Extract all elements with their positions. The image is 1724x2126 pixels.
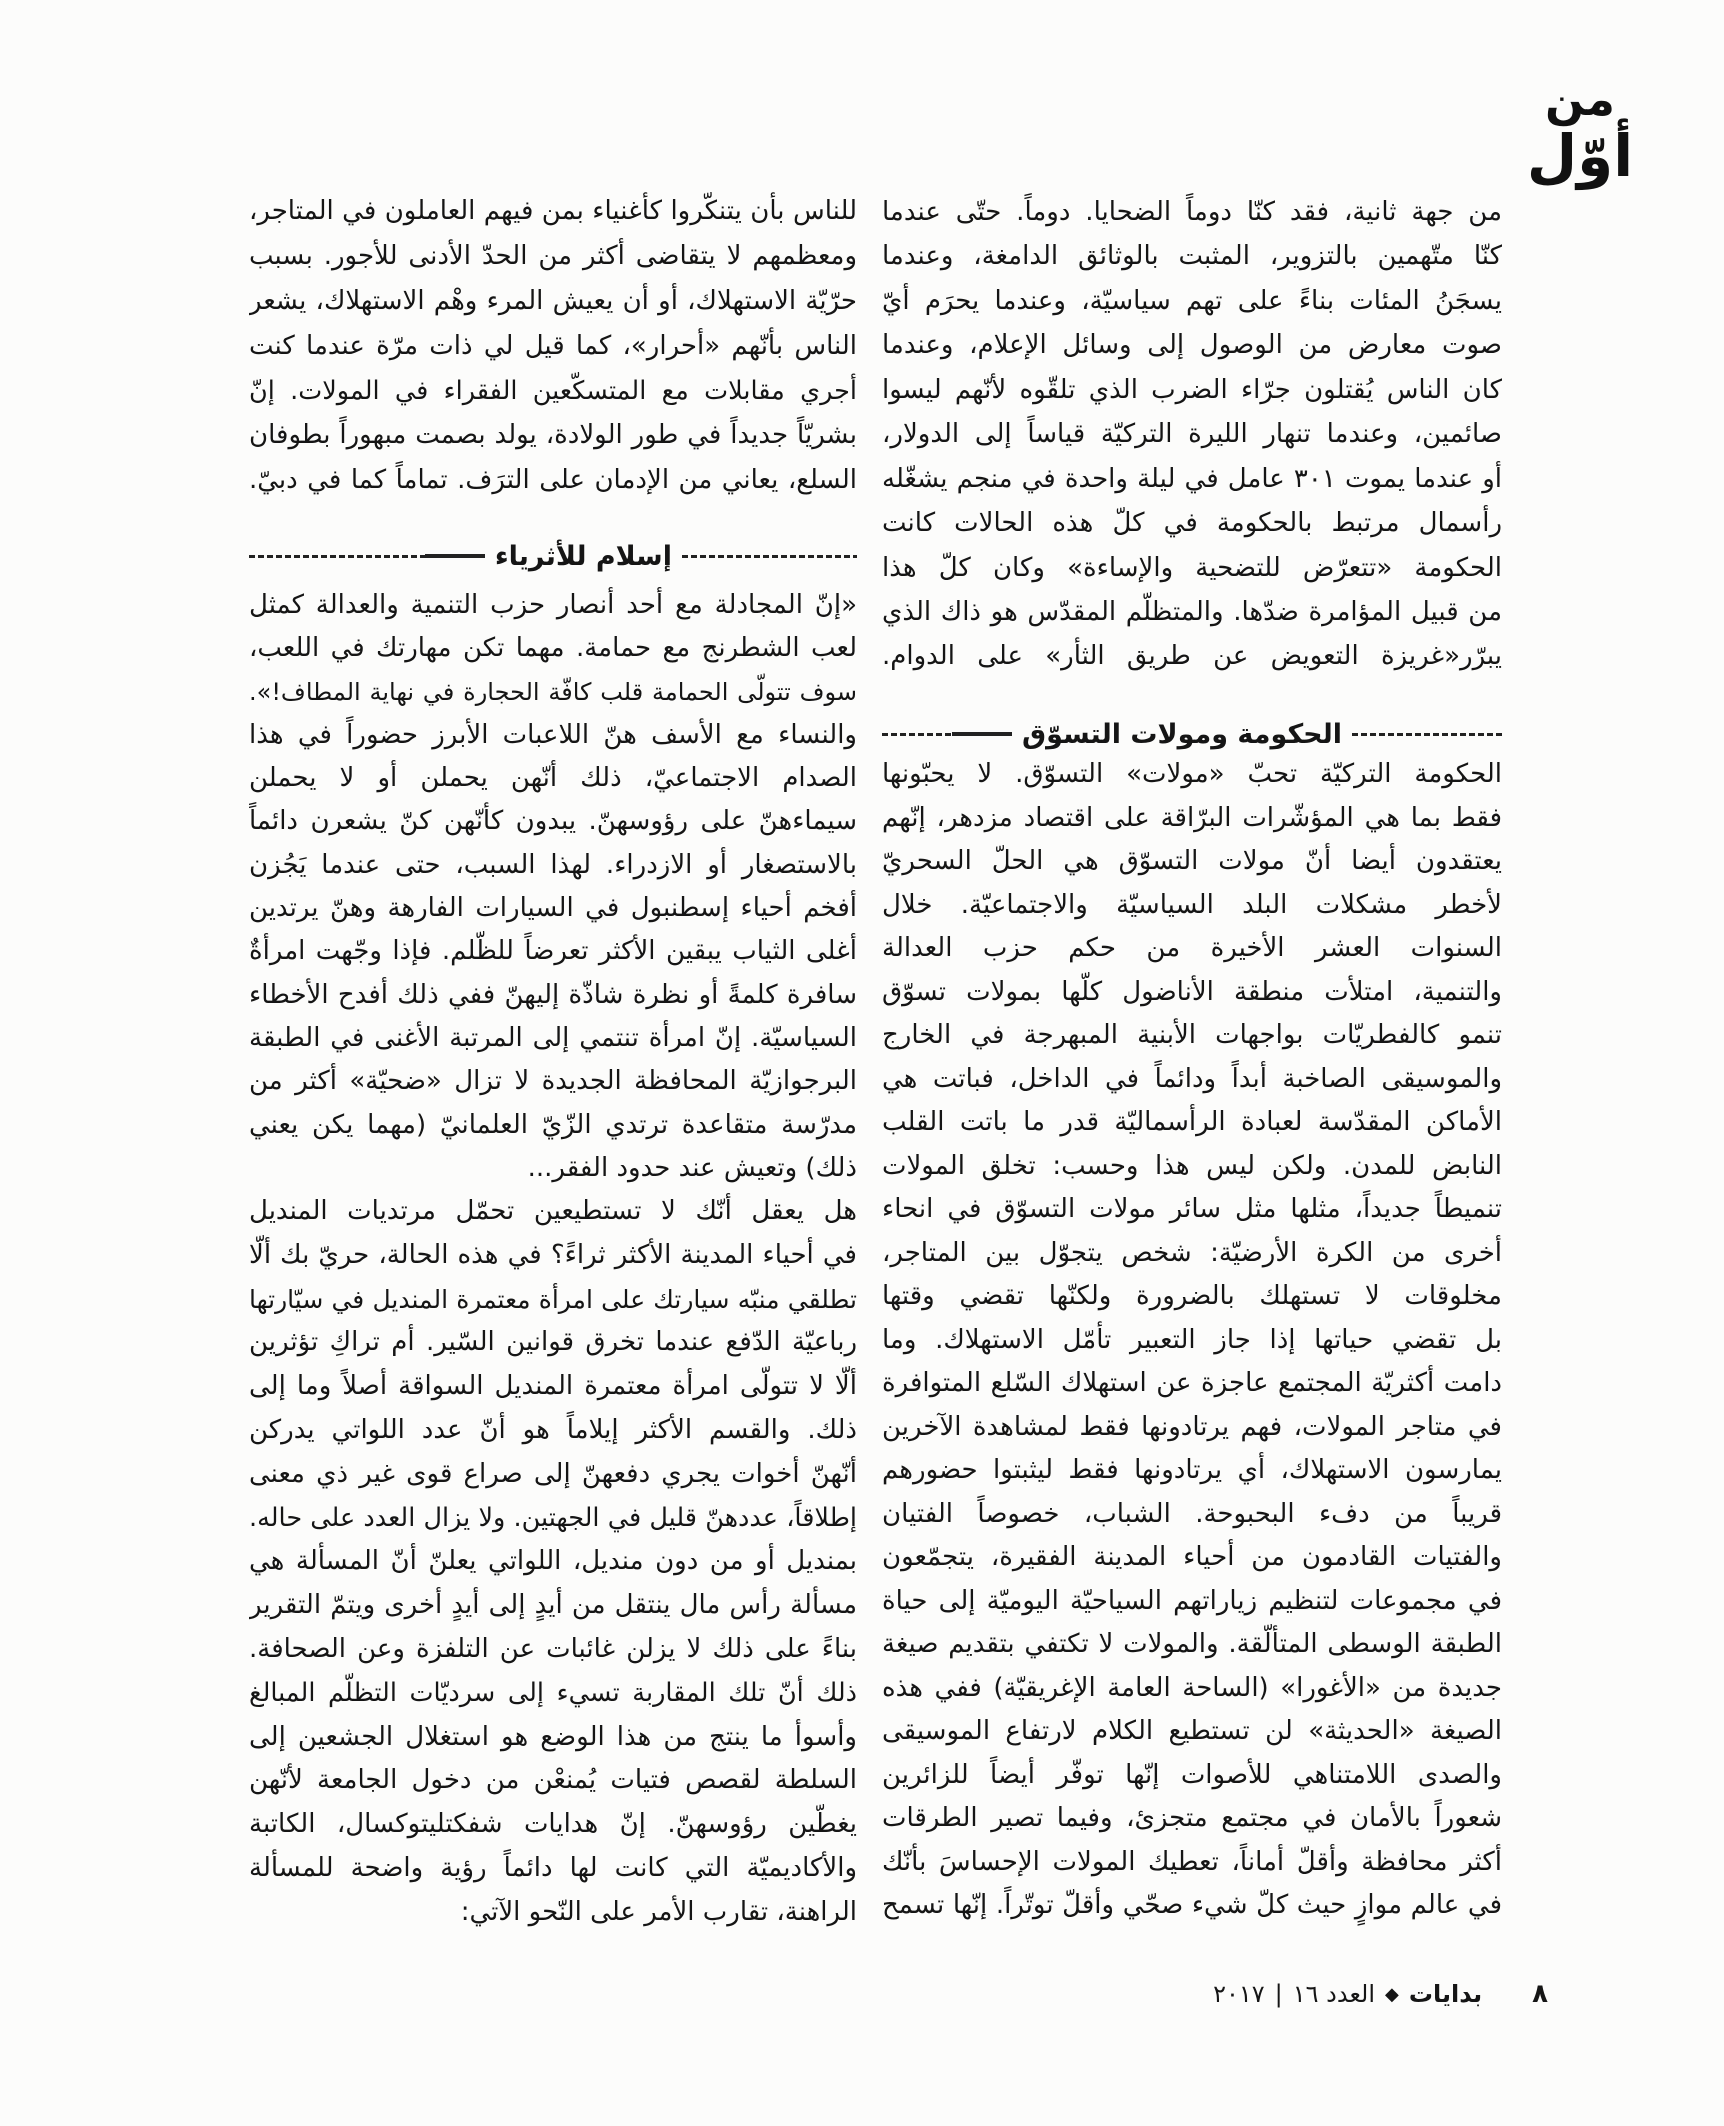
page-footer [1213, 1974, 1548, 2014]
left-column-paragraph-1 [249, 584, 857, 1190]
text-line: «إنّ المجادلة مع أحد أنصار حزب التنمية والعدالة كمثل [249, 590, 857, 620]
text-line: والأكاديميّة التي كانت لها دائماً رؤية واضحة للمسألة [249, 1852, 857, 1883]
text-line: النابض للمدن. ولكن ليس هذا وحسب: تخلق المولات [882, 1150, 1502, 1181]
text-line: أخرى من الكرة الأرضيّة: شخص يتجوّل بين المتاجر، [882, 1237, 1502, 1268]
text-line: صوت معارض من الوصول إلى وسائل الإعلام، وعندما [882, 330, 1502, 361]
text-line: بالاستصغار أو الازدراء. لهذا السبب، حتى عندما يَجُزن [249, 849, 857, 880]
section-heading-text: الحكومة ومولات التسوّق [1022, 718, 1342, 750]
text-line: في أحياء المدينة الأكثر ثراءً؟ في هذه الحالة، حريّ بك ألّا [249, 1239, 857, 1270]
text-line: السياسيّة. إنّ امرأة تنتمي إلى المرتبة الأغنى في الطبقة [249, 1022, 857, 1053]
text-line: مدرّسة متقاعدة ترتدي الزّيّ العلمانيّ (مهما يكن يعني [249, 1109, 857, 1140]
text-line: والنساء مع الأسف هنّ اللاعبات الأبرز حضوراً في هذا [249, 719, 857, 750]
footer-divider: | [1274, 1980, 1283, 2008]
text-line: سافرة كلمةً أو نظرة شاذّة إليهنّ ففي ذلك أفدح الأخطاء [249, 979, 857, 1010]
text-line: إطلاقاً، عددهنّ قليل في الجهتين. ولا يزال العدد على حاله. [249, 1502, 857, 1533]
text-line: وأسوأ ما ينتج من هذا الوضع هو استغلال الجشعين إلى [249, 1721, 857, 1752]
text-line: ألّا لا تتولّى امرأة معتمرة المنديل السواقة أصلاً وما إلى [249, 1371, 857, 1402]
right-column-intro [882, 190, 1502, 679]
text-line: أكثر محافظة وأقلّ أماناً، تعطيك المولات الإحساسَ بأنّك [882, 1846, 1502, 1877]
text-line: لأخطر مشكلات البلد السياسيّة والاجتماعيّة. خلال [882, 889, 1502, 920]
text-line: والتنمية، امتلأت منطقة الأناضول كلّها بمولات تسوّق [882, 976, 1502, 1007]
text-line: فقط بما هي المؤشّرات البرّاقة على اقتصاد مزدهر، إنّهم [882, 802, 1502, 833]
text-line: يغطّين رؤوسهنّ. إنّ هدايات شفكتليتوكسال، الكاتبة [249, 1809, 857, 1840]
text-line: السلطة لقصص فتيات يُمنعْن من دخول الجامعة لأنّهن [249, 1765, 857, 1796]
text-line: كنّا متّهمين بالتزوير، المثبت بالوثائق الدامغة، وعندما [882, 241, 1502, 272]
issue-year: ٢٠١٧ [1213, 1980, 1265, 2008]
text-line: والفتيات القادمون من أحياء المدينة الفقيرة، يتجمّعون [882, 1542, 1502, 1572]
diamond-separator-icon: ◆ [1385, 1983, 1399, 2005]
text-line: ذلك) وتعيش عند حدود الفقر... [527, 1152, 857, 1183]
logo-line-1: من [1545, 72, 1615, 126]
text-line: ومعظمهم لا يتقاضى أكثر من الحدّ الأدنى للأجور. بسبب [249, 240, 857, 271]
issue-number: العدد ١٦ [1292, 1980, 1376, 2008]
text-line: تطلقي منبّه سيارتك على امرأة معتمرة المنديل في سيّارتها [249, 1284, 857, 1314]
heading-rule-bar [425, 554, 485, 558]
text-line: الحكومة «تتعرّض للتضحية والإساءة» وكان كلّ هذا [882, 552, 1502, 583]
text-line: أنّهنّ أخوات يجري دفعهنّ إلى صراع قوى غير ذي معنى [249, 1458, 857, 1489]
text-line: البرجوازيّة المحافظة الجديدة لا تزال «ضحيّة» أكثر من [249, 1066, 857, 1097]
left-column-paragraph-2 [249, 1190, 857, 1935]
page-number: ٨ [1532, 1979, 1548, 2009]
text-line: والصدى اللامتناهي للأصوات إنّها توفّر أيضاً للزائرين [882, 1759, 1502, 1790]
heading-rule-right [682, 555, 857, 558]
text-line: كان الناس يُقتلون جرّاء الضرب الذي تلقّوه لأنّهم ليسوا [882, 374, 1502, 405]
text-line: في متاجر المولات، فهم يرتادونها فقط لمشاهدة الآخرين [882, 1411, 1502, 1442]
text-line: أفخم أحياء إسطنبول في السيارات الفارهة وهنّ يرتدين [249, 893, 857, 924]
text-line: سوف تتولّى الحمامة قلب كافّة الحجارة في نهاية المطاف!». [249, 677, 857, 706]
text-line: قريباً من دفء البحبوحة. الشباب، خصوصاً الفتيان [882, 1498, 1502, 1529]
text-line: والموسيقى الصاخبة أبداً ودائماً في الداخل، فباتت هي [882, 1063, 1502, 1094]
text-line: الصيغة «الحديثة» لن تستطيع الكلام لارتفاع الموسيقى [882, 1716, 1502, 1746]
text-line: من قبيل المؤامرة ضدّها. والمتظلّم المقدّس هو ذاك الذي [882, 596, 1502, 627]
text-line: الحكومة التركيّة تحبّ «مولات» التسوّق. لا يحبّونها [882, 759, 1502, 789]
text-line: حرّيّة الاستهلاك، أو أن يعيش المرء وهْم الاستهلاك، يشعر [249, 285, 857, 316]
text-line: رأسمال مرتبط بالحكومة في كلّ هذه الحالات كانت [882, 508, 1502, 539]
text-line: جديدة من «الأغورا» (الساحة العامة الإغريقيّة) ففي هذه [882, 1672, 1502, 1703]
text-line: بناءً على ذلك لا يزلن غائبات عن التلفزة وعن الصحافة. [249, 1633, 857, 1664]
text-line: مخلوقات لا تستهلك بالضرورة ولكنّها تقضي وقتها [882, 1281, 1502, 1311]
heading-rule-bar [952, 732, 1012, 736]
text-line: السنوات العشر الأخيرة من حكم حزب العدالة [882, 933, 1502, 963]
text-line: صائمين، وعندما تنهار الليرة التركيّة قياساً إلى الدولار، [882, 419, 1502, 450]
text-line: دامت أكثريّة المجتمع عاجزة عن استهلاك السّلع المتوافرة [882, 1368, 1502, 1398]
text-line: يسجَنُ المئات بناءً على تهم سياسيّة، وعندما يحرَم أيّ [882, 285, 1502, 316]
section-heading-malls [882, 712, 1502, 756]
heading-rule-left [249, 555, 425, 558]
text-line: السلع، يعاني من الإدمان على الترَف. تماماً كما في دبيّ. [249, 465, 857, 496]
text-line: أغلى الثياب يبقين الأكثر تعرضاً للظّلم. فإذا وجّهت امرأةٌ [249, 936, 857, 967]
text-line: هل يعقل أنّك لا تستطيعين تحمّل مرتديات المنديل [249, 1196, 857, 1226]
text-line: الناس بأنّهم «أحرار»، كما قيل لي ذات مرّة عندما كنت [249, 330, 857, 361]
text-line: ذلك. والقسم الأكثر إيلاماً هو أنّ عدد اللواتي يدركن [249, 1414, 857, 1445]
text-line: لعب الشطرنج مع حمامة. مهما تكن مهارتك في اللعب، [249, 633, 857, 664]
text-line: يمارسون الاستهلاك، أي يرتادونها فقط ليثبتوا حضورهم [882, 1455, 1502, 1485]
text-line: سيماءهنّ على رؤوسهنّ. يبدون كأنّهن كنّ يشعرن دائماً [249, 806, 857, 837]
text-line: أجري مقابلات مع المتسكّعين الفقراء في المولات. إنّ [249, 375, 857, 406]
text-line: ذلك أنّ تلك المقاربة تسيء إلى سرديّات التظلّم المبالغ [249, 1677, 857, 1708]
text-line: شعوراً بالأمان في مجتمع متجزئ، وفيما تصير الطرقات [882, 1803, 1502, 1833]
section-logo [1518, 74, 1642, 194]
text-line: بشريّاً جديداً في طور الولادة، يولد بصمت مبهوراً بطوفان [249, 420, 857, 451]
text-line: تنمو كالفطريّات بواجهات الأبنية المبهرجة في الخارج [882, 1020, 1502, 1050]
text-line: يعتقدون أيضا أنّ مولات التسوّق هي الحلّ السحريّ [882, 846, 1502, 876]
logo-line-2: أوّل [1526, 122, 1634, 190]
text-line: بمنديل أو من دون منديل، اللواتي يعلنّ أنّ المسألة هي [249, 1546, 857, 1577]
heading-rule-left [882, 733, 952, 736]
text-line: بل تقضي حياتها إذا جاز التعبير تأمّل الاستهلاك. وما [882, 1324, 1502, 1355]
text-line: الأماكن المقدّسة لعبادة الرأسماليّة قدر ما باتت القلب [882, 1107, 1502, 1137]
text-line: في عالم موازٍ حيث كلّ شيء صحّي وأقلّ توتّراً. إنّها تسمح [882, 1890, 1502, 1920]
magazine-name: بدايات [1408, 1980, 1483, 2008]
text-line: يبرّر«غريزة التعويض عن طريق الثأر» على الدوام. [882, 641, 1502, 672]
text-line: الصدام الاجتماعيّ، ذلك أنّهن يحملن أو لا يحملن [249, 763, 857, 794]
text-line: الراهنة، تقارب الأمر على النّحو الآتي: [460, 1896, 857, 1927]
text-line: في مجموعات لتنظيم زياراتهم السياحيّة اليوميّة إلى حياة [882, 1585, 1502, 1616]
text-line: الطبقة الوسطى المتألّقة. والمولات لا تكتفي بتقديم صيغة [882, 1629, 1502, 1659]
right-column-section [882, 753, 1502, 1928]
text-line: تنميطاً جديداً، مثلها مثل سائر مولات التسوّق في انحاء [882, 1194, 1502, 1224]
text-line: مسألة رأس مال ينتقل من أيدٍ إلى أيدٍ أخرى ويتمّ التقرير [249, 1590, 857, 1621]
text-line: رباعيّة الدّفع عندما تخرق قوانين السّير. أم تراكِ تؤثرين [249, 1327, 857, 1358]
section-heading-islam-for-rich [249, 534, 857, 578]
left-column-intro [249, 189, 857, 503]
text-line: للناس بأن يتنكّروا كأغنياء بمن فيهم العاملون في المتاجر، [249, 196, 857, 226]
text-line: أو عندما يموت ٣٠١ عامل في ليلة واحدة في منجم يشغّله [882, 463, 1502, 494]
section-heading-text: إسلام للأثرياء [494, 540, 672, 572]
heading-rule-right [1352, 733, 1502, 736]
text-line: من جهة ثانية، فقد كنّا دوماً الضحايا. دوماً. حتّى عندما [882, 197, 1502, 227]
